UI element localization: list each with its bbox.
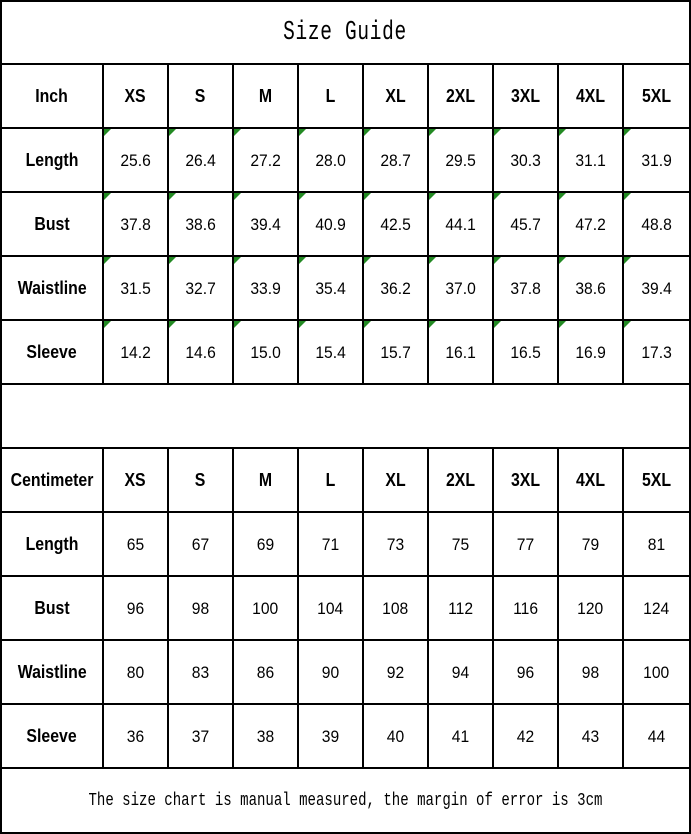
cell-corner-marker-icon [364, 193, 371, 200]
size-value: 31.5 [120, 278, 151, 298]
size-value: 67 [191, 534, 210, 554]
size-value: 108 [382, 598, 409, 618]
size-value-cell [234, 257, 299, 319]
size-value-cell [364, 641, 429, 703]
cell-corner-marker-icon [429, 193, 436, 200]
size-value-cell [364, 193, 429, 255]
size-value-cell [364, 321, 429, 383]
row-label-cell [2, 193, 104, 255]
size-column-header-cell [624, 449, 689, 511]
row-label-cell [2, 257, 104, 319]
size-column-header-cell [559, 449, 624, 511]
size-value-cell [624, 257, 689, 319]
cell-corner-marker-icon [299, 193, 306, 200]
cell-corner-marker-icon [559, 193, 566, 200]
size-value-cell [104, 641, 169, 703]
size-value: 112 [448, 598, 473, 618]
table-spacer-row [2, 385, 689, 449]
cell-corner-marker-icon [104, 129, 111, 136]
row-label: Bust [34, 214, 70, 234]
row-label-cell [2, 577, 104, 639]
size-value: 80 [126, 662, 145, 682]
size-value-cell [364, 705, 429, 767]
size-column-header: XS [124, 86, 147, 106]
size-value-cell [494, 129, 559, 191]
size-value: 37.8 [510, 278, 541, 298]
size-column-header-cell [429, 449, 494, 511]
size-value: 65 [126, 534, 145, 554]
size-value-cell [364, 129, 429, 191]
size-value-cell [624, 129, 689, 191]
cm-sleeve-row [2, 705, 689, 769]
size-column-header: 2XL [445, 470, 476, 490]
size-column-header-cell [169, 65, 234, 127]
inch-length-row [2, 129, 689, 193]
cm-bust-row [2, 577, 689, 641]
size-value: 100 [643, 662, 670, 682]
cell-corner-marker-icon [299, 321, 306, 328]
size-column-header: L [325, 470, 336, 490]
size-value-cell [624, 641, 689, 703]
size-value: 27.2 [250, 150, 281, 170]
inch-sleeve-row [2, 321, 689, 385]
size-column-header: XL [385, 86, 406, 106]
size-column-header-cell [234, 449, 299, 511]
size-value: 92 [386, 662, 405, 682]
size-value: 25.6 [120, 150, 151, 170]
size-value-cell [429, 257, 494, 319]
size-value: 48.8 [641, 214, 672, 234]
size-column-header-cell [364, 65, 429, 127]
size-value: 47.2 [575, 214, 606, 234]
cm-length-row [2, 513, 689, 577]
size-value-cell [494, 577, 559, 639]
size-value: 15.7 [380, 342, 411, 362]
size-value: 96 [516, 662, 535, 682]
row-label: Waistline [17, 662, 87, 682]
size-value: 44.1 [445, 214, 476, 234]
cell-corner-marker-icon [624, 193, 631, 200]
size-value: 36 [126, 726, 145, 746]
size-value: 79 [581, 534, 600, 554]
size-value-cell [624, 193, 689, 255]
size-value: 120 [577, 598, 604, 618]
size-value-cell [169, 577, 234, 639]
cell-corner-marker-icon [299, 257, 306, 264]
size-value-cell [624, 513, 689, 575]
size-value: 94 [451, 662, 470, 682]
size-value: 36.2 [380, 278, 411, 298]
size-column-header: S [195, 86, 206, 106]
size-value: 75 [451, 534, 470, 554]
size-value: 31.9 [641, 150, 672, 170]
size-value-cell [104, 577, 169, 639]
cell-corner-marker-icon [364, 129, 371, 136]
size-column-header-cell [104, 65, 169, 127]
cell-corner-marker-icon [234, 321, 241, 328]
size-value-cell [494, 193, 559, 255]
size-value-cell [494, 257, 559, 319]
cell-corner-marker-icon [104, 321, 111, 328]
size-value-cell [624, 321, 689, 383]
size-column-header-cell [429, 65, 494, 127]
size-value: 124 [643, 598, 670, 618]
inch-waistline-row [2, 257, 689, 321]
size-column-header: 2XL [445, 86, 476, 106]
size-value-cell [559, 129, 624, 191]
size-value-cell [364, 257, 429, 319]
size-value-cell [234, 321, 299, 383]
size-column-header-cell [559, 65, 624, 127]
cell-corner-marker-icon [559, 129, 566, 136]
inch-bust-row [2, 193, 689, 257]
size-value: 28.7 [380, 150, 411, 170]
cell-corner-marker-icon [429, 129, 436, 136]
size-column-header-cell [169, 449, 234, 511]
row-label-cell [2, 321, 104, 383]
row-label: Length [25, 150, 79, 170]
size-value-cell [169, 257, 234, 319]
title-row [2, 2, 689, 65]
footer-note-row [2, 769, 689, 832]
size-value: 14.6 [185, 342, 216, 362]
size-value-cell [494, 513, 559, 575]
size-column-header-cell [494, 449, 559, 511]
size-value: 15.0 [250, 342, 281, 362]
size-value-cell [299, 257, 364, 319]
size-value: 81 [647, 534, 666, 554]
row-label: Sleeve [26, 726, 78, 746]
size-value-cell [624, 577, 689, 639]
cell-corner-marker-icon [234, 193, 241, 200]
cell-corner-marker-icon [104, 257, 111, 264]
row-label: Bust [34, 598, 70, 618]
size-value-cell [494, 641, 559, 703]
size-value-cell [104, 513, 169, 575]
size-value: 37.0 [445, 278, 476, 298]
size-value: 39 [321, 726, 340, 746]
cell-corner-marker-icon [494, 257, 501, 264]
cell-corner-marker-icon [299, 129, 306, 136]
row-label-cell [2, 129, 104, 191]
cell-corner-marker-icon [104, 193, 111, 200]
size-value-cell [559, 513, 624, 575]
size-column-header-cell [299, 449, 364, 511]
cell-corner-marker-icon [429, 257, 436, 264]
size-value-cell [429, 321, 494, 383]
size-value-cell [169, 641, 234, 703]
size-column-header: 5XL [641, 86, 672, 106]
size-value: 15.4 [315, 342, 346, 362]
size-value: 16.9 [575, 342, 606, 362]
size-column-header: M [258, 470, 273, 490]
size-value-cell [234, 129, 299, 191]
size-column-header-cell [299, 65, 364, 127]
size-value: 45.7 [510, 214, 541, 234]
size-value: 16.5 [510, 342, 541, 362]
cell-corner-marker-icon [429, 321, 436, 328]
size-value: 42.5 [380, 214, 411, 234]
size-value: 32.7 [185, 278, 216, 298]
size-value-cell [104, 321, 169, 383]
size-value: 104 [317, 598, 344, 618]
size-value-cell [494, 705, 559, 767]
size-value-cell [559, 705, 624, 767]
size-value: 69 [256, 534, 275, 554]
row-label-cell [2, 513, 104, 575]
cm-unit-header-cell [2, 449, 104, 511]
size-value-cell [169, 513, 234, 575]
size-value: 37.8 [120, 214, 151, 234]
size-value-cell [299, 513, 364, 575]
size-value-cell [234, 705, 299, 767]
size-value-cell [429, 193, 494, 255]
size-value: 71 [321, 534, 340, 554]
size-column-header: L [325, 86, 336, 106]
size-value-cell [234, 513, 299, 575]
size-value-cell [364, 577, 429, 639]
size-column-header-cell [624, 65, 689, 127]
size-value-cell [169, 193, 234, 255]
size-value: 37 [191, 726, 210, 746]
size-value-cell [429, 641, 494, 703]
size-value-cell [169, 321, 234, 383]
size-value-cell [299, 129, 364, 191]
size-value: 96 [126, 598, 145, 618]
size-value: 39.4 [250, 214, 281, 234]
size-column-header: 4XL [575, 470, 606, 490]
cell-corner-marker-icon [624, 257, 631, 264]
row-label-cell [2, 641, 104, 703]
size-column-header-cell [364, 449, 429, 511]
cell-corner-marker-icon [559, 321, 566, 328]
size-value-cell [104, 129, 169, 191]
size-value: 98 [191, 598, 210, 618]
size-value-cell [234, 193, 299, 255]
cell-corner-marker-icon [169, 321, 176, 328]
size-column-header: S [195, 470, 206, 490]
size-value: 33.9 [250, 278, 281, 298]
cell-corner-marker-icon [234, 257, 241, 264]
size-value: 90 [321, 662, 340, 682]
size-value-cell [299, 193, 364, 255]
cm-header-row [2, 449, 689, 513]
page-title: Size Guide [283, 17, 408, 48]
size-value: 41 [451, 726, 470, 746]
cm-unit-label: Centimeter [10, 470, 94, 490]
row-label: Sleeve [26, 342, 78, 362]
size-value: 73 [386, 534, 405, 554]
size-value-cell [429, 577, 494, 639]
row-label: Length [25, 534, 79, 554]
size-value-cell [299, 641, 364, 703]
size-value: 26.4 [185, 150, 216, 170]
size-value-cell [624, 705, 689, 767]
size-column-header-cell [494, 65, 559, 127]
footer-note: The size chart is manual measured, the margin of error is 3cm [88, 790, 603, 811]
size-value-cell [559, 257, 624, 319]
size-value: 38 [256, 726, 275, 746]
size-value-cell [234, 641, 299, 703]
size-value: 42 [516, 726, 535, 746]
size-value-cell [429, 705, 494, 767]
cell-corner-marker-icon [169, 257, 176, 264]
size-value-cell [559, 577, 624, 639]
size-value: 30.3 [510, 150, 541, 170]
size-value-cell [429, 513, 494, 575]
size-column-header: M [258, 86, 273, 106]
cell-corner-marker-icon [169, 193, 176, 200]
size-value: 40 [386, 726, 405, 746]
size-value: 16.1 [445, 342, 476, 362]
cell-corner-marker-icon [559, 257, 566, 264]
size-value: 38.6 [185, 214, 216, 234]
size-value-cell [299, 705, 364, 767]
size-column-header-cell [234, 65, 299, 127]
cell-corner-marker-icon [169, 129, 176, 136]
size-value: 86 [256, 662, 275, 682]
size-value: 17.3 [641, 342, 672, 362]
size-column-header: 5XL [641, 470, 672, 490]
size-value-cell [559, 193, 624, 255]
size-value: 29.5 [445, 150, 476, 170]
cell-corner-marker-icon [234, 129, 241, 136]
size-value: 100 [252, 598, 279, 618]
row-label: Waistline [17, 278, 87, 298]
size-value-cell [364, 513, 429, 575]
cell-corner-marker-icon [494, 193, 501, 200]
size-column-header: XS [124, 470, 147, 490]
size-value-cell [299, 577, 364, 639]
size-value: 83 [191, 662, 210, 682]
size-value: 38.6 [575, 278, 606, 298]
size-value: 98 [581, 662, 600, 682]
size-value-cell [559, 641, 624, 703]
size-column-header: 4XL [575, 86, 606, 106]
row-label-cell [2, 705, 104, 767]
size-value-cell [559, 321, 624, 383]
cell-corner-marker-icon [624, 321, 631, 328]
inch-unit-label: Inch [35, 86, 69, 106]
size-value-cell [299, 321, 364, 383]
size-value: 39.4 [641, 278, 672, 298]
cell-corner-marker-icon [624, 129, 631, 136]
size-value-cell [429, 129, 494, 191]
size-value: 77 [516, 534, 535, 554]
size-value: 35.4 [315, 278, 346, 298]
inch-header-row [2, 65, 689, 129]
cm-waistline-row [2, 641, 689, 705]
inch-unit-header-cell [2, 65, 104, 127]
size-value: 43 [581, 726, 600, 746]
size-value: 44 [647, 726, 666, 746]
size-value-cell [104, 257, 169, 319]
size-value-cell [169, 129, 234, 191]
size-column-header-cell [104, 449, 169, 511]
size-value: 31.1 [575, 150, 606, 170]
size-value-cell [494, 321, 559, 383]
size-value: 116 [513, 598, 538, 618]
size-value-cell [104, 193, 169, 255]
size-value-cell [104, 705, 169, 767]
size-value: 14.2 [120, 342, 151, 362]
cell-corner-marker-icon [494, 129, 501, 136]
size-column-header: XL [385, 470, 406, 490]
size-value: 40.9 [315, 214, 346, 234]
size-value-cell [169, 705, 234, 767]
cell-corner-marker-icon [364, 257, 371, 264]
size-column-header: 3XL [510, 470, 541, 490]
cell-corner-marker-icon [494, 321, 501, 328]
size-value: 28.0 [315, 150, 346, 170]
size-column-header: 3XL [510, 86, 541, 106]
cell-corner-marker-icon [364, 321, 371, 328]
size-value-cell [234, 577, 299, 639]
